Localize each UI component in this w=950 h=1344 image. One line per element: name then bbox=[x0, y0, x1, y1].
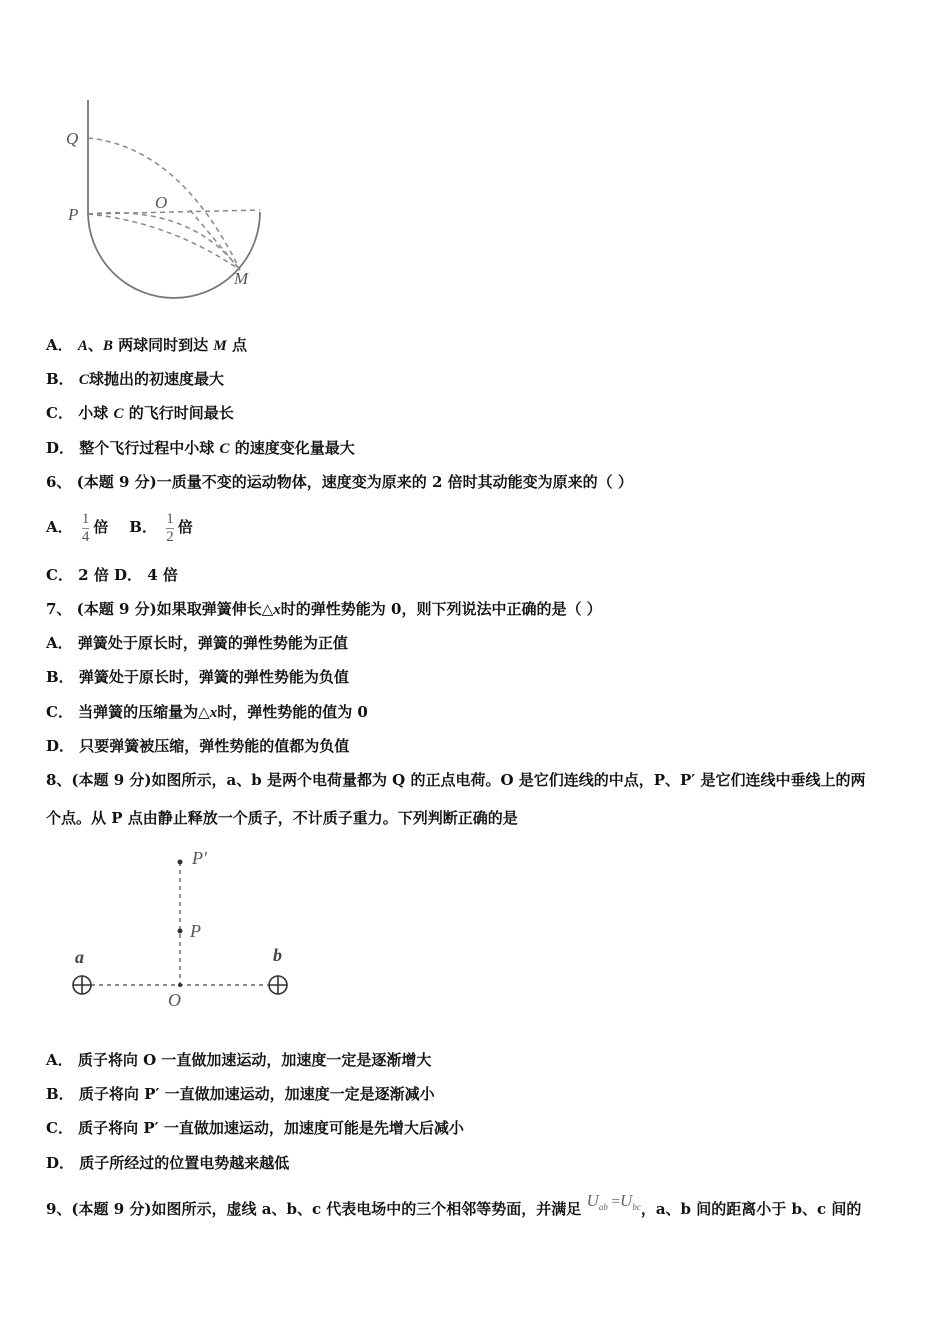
option-letter-a: A． bbox=[46, 518, 73, 536]
q5-option-d bbox=[46, 438, 355, 459]
option-text: 的飞行时间最长 bbox=[128, 404, 234, 422]
label-o: O bbox=[155, 193, 168, 212]
q8-option-c: C． 质子将向 P′ 一直做加速运动，加速度可能是先增大后减小 bbox=[46, 1119, 464, 1137]
q6-options-ab bbox=[46, 505, 193, 549]
q5-option-b bbox=[46, 369, 224, 390]
option-pre: 小球 bbox=[78, 404, 109, 422]
q9-stem: 9、(本题 9 分)如图所示，虚线 a、b、c 代表电场中的三个相邻等势面，并满足 $U_{ab} =U_{bc}$，a、b 间的距离小于 b、c 间的 bbox=[46, 1191, 862, 1218]
var-m: M bbox=[213, 338, 227, 354]
var-x: x bbox=[273, 602, 281, 618]
q8-stem-line1: 8、(本题 9 分)如图所示，a、b 是两个电荷量都为 Q 的正点电荷。O 是它们连线的中点，P、P′ 是它们连线中垂线上的两 bbox=[46, 771, 866, 789]
trajectory-p2 bbox=[88, 214, 240, 270]
unit-bei: 倍 bbox=[93, 518, 109, 536]
separator: 、 bbox=[87, 336, 103, 354]
q7-option-c: C． 当弹簧的压缩量为△x时，弹性势能的值为 0 bbox=[46, 703, 368, 721]
var-c: C bbox=[113, 406, 124, 422]
line-o-m bbox=[190, 210, 240, 270]
option-letter: B． bbox=[46, 370, 74, 388]
var-c: C bbox=[78, 372, 89, 388]
q7-option-d: D． 只要弹簧被压缩，弹性势能的值都为负值 bbox=[46, 737, 350, 755]
q7-option-a: A． 弹簧处于原长时，弹簧的弹性势能为正值 bbox=[46, 634, 348, 652]
option-text: 两球同时到达 bbox=[118, 336, 209, 354]
option-letter: A． bbox=[46, 336, 73, 354]
option-letter: D． bbox=[46, 439, 75, 457]
q8-option-d: D． 质子所经过的位置电势越来越低 bbox=[46, 1154, 290, 1172]
point-p-prime bbox=[178, 860, 183, 865]
label-q: Q bbox=[66, 129, 79, 148]
var-a: A bbox=[77, 338, 88, 354]
label-o: O bbox=[168, 990, 181, 1010]
fraction-quarter: $\frac{1}{4}$ bbox=[81, 510, 90, 545]
label-a: a bbox=[75, 947, 84, 967]
option-letter: C． bbox=[46, 404, 73, 422]
label-b: b bbox=[273, 945, 282, 965]
q5-option-a bbox=[46, 335, 247, 356]
q7-stem: 7、 (本题 9 分)如果取弹簧伸长△x时的弹性势能为 0，则下列说法中正确的是（ ） bbox=[46, 600, 602, 618]
option-text: 的速度变化量最大 bbox=[234, 439, 355, 457]
charge-b-icon bbox=[269, 976, 287, 994]
q8-option-b: B． 质子将向 P′ 一直做加速运动，加速度一定是逐渐减小 bbox=[46, 1085, 435, 1103]
point-o bbox=[178, 983, 182, 987]
point-p bbox=[178, 929, 183, 934]
unit-bei: 倍 bbox=[177, 518, 193, 536]
option-text: 球抛出的初速度最大 bbox=[88, 370, 224, 388]
q6-stem: 6、 (本题 9 分)一质量不变的运动物体，速度变为原来的 2 倍时其动能变为原来的（ ） bbox=[46, 473, 633, 491]
option-letter-b: B． bbox=[129, 518, 157, 536]
label-m: M bbox=[234, 269, 249, 288]
figure-charges bbox=[64, 840, 304, 1015]
figure-trajectory bbox=[60, 92, 280, 307]
q8-option-a: A． 质子将向 O 一直做加速运动，加速度一定是逐渐增大 bbox=[46, 1051, 432, 1069]
fraction-half: $\frac{1}{2}$ bbox=[166, 510, 174, 545]
equation-uab-ubc: $U_{ab} =U_{bc}$ bbox=[586, 1191, 641, 1212]
label-p-prime: P′ bbox=[192, 848, 207, 868]
charge-a-icon bbox=[73, 976, 91, 994]
q5-option-c bbox=[46, 403, 234, 424]
q8-stem-line2: 个点。从 P 点由静止释放一个质子，不计质子重力。下列判断正确的是 bbox=[46, 809, 518, 827]
option-tail: 点 bbox=[231, 336, 247, 354]
trajectory-p1 bbox=[88, 213, 240, 270]
label-p: P bbox=[68, 205, 79, 224]
option-pre: 整个飞行过程中小球 bbox=[79, 439, 215, 457]
var-b: B bbox=[102, 338, 113, 354]
q7-option-b: B． 弹簧处于原长时，弹簧的弹性势能为负值 bbox=[46, 668, 349, 686]
var-x: x bbox=[209, 705, 218, 721]
q6-options-cd: C． 2 倍 D． 4 倍 bbox=[46, 566, 178, 584]
label-p: P bbox=[190, 921, 201, 941]
bowl-top-dashed bbox=[88, 210, 260, 214]
var-c: C bbox=[219, 441, 230, 457]
